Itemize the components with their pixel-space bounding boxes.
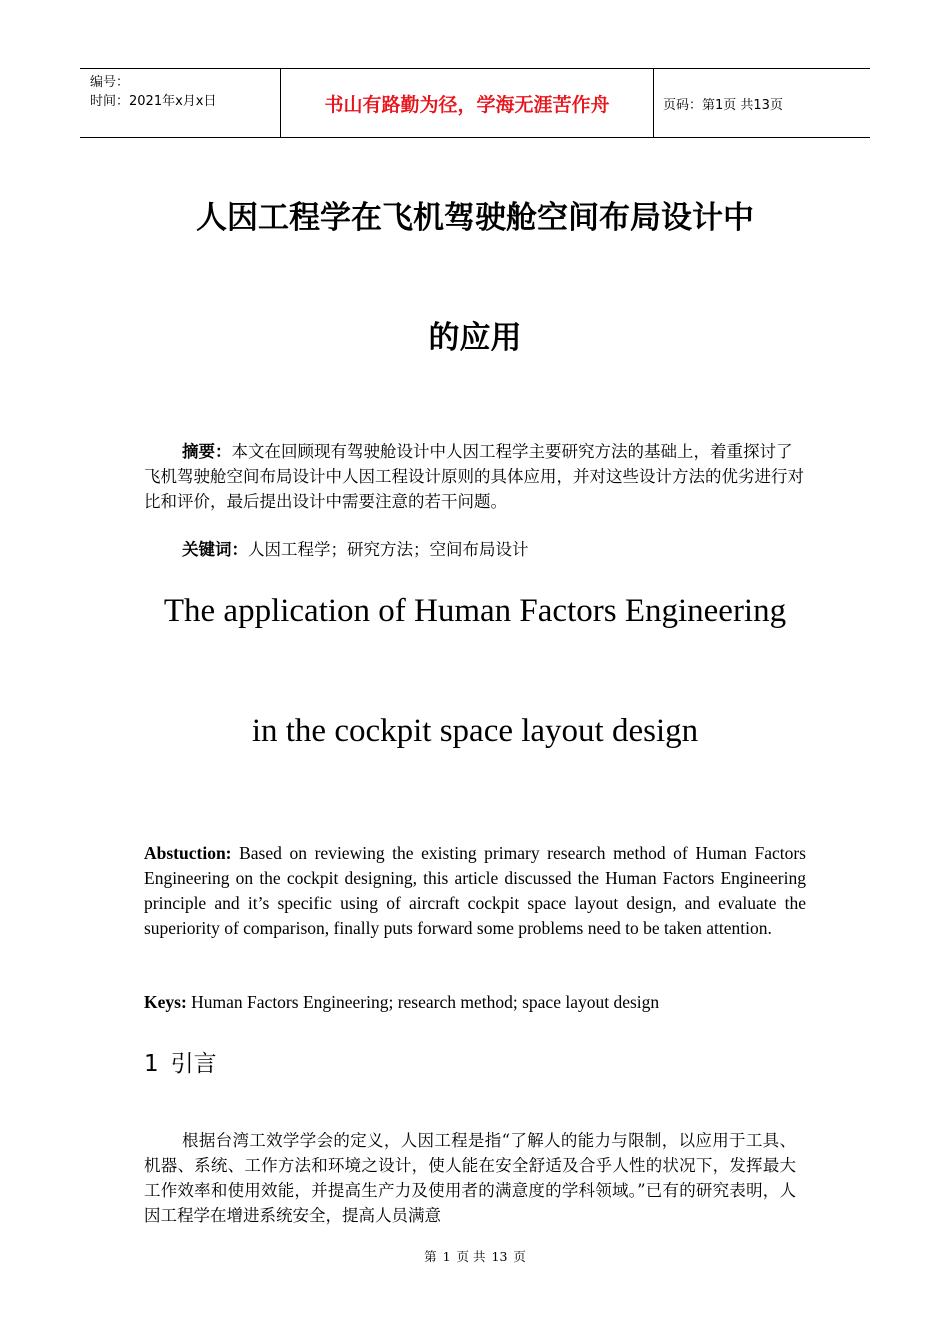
footer-page-number: 1: [442, 1249, 451, 1264]
english-title-line1: The application of Human Factors Engineering: [163, 593, 787, 629]
chinese-abstract: [144, 439, 806, 514]
document-time-label: 时间：2021年x月x日: [90, 94, 217, 109]
chinese-keywords-text: 人因工程学；研究方法；空间布局设计: [248, 540, 529, 559]
header-table: [80, 68, 870, 138]
english-abstract-label: Abstuction:: [144, 843, 232, 863]
header-meta-cell: [80, 69, 281, 137]
chinese-abstract-text: 本文在回顾现有驾驶舱设计中人因工程学主要研究方法的基础上，着重探讨了飞机驾驶舱空间布局设计中人因工程设计原则的具体应用，并对这些设计方法的优劣进行对比和评价，最后提出设计中需要注意的若干问题。: [144, 442, 804, 511]
section-title: 引言: [170, 1051, 217, 1077]
footer-prefix: 第: [424, 1249, 437, 1264]
chinese-title-line2: 的应用: [428, 320, 522, 356]
page-footer: [0, 1247, 950, 1265]
section-heading-intro: [144, 1045, 217, 1078]
chinese-abstract-label: 摘要：: [182, 442, 232, 461]
footer-total-pages: 13: [491, 1249, 508, 1264]
footer-suffix: 页: [513, 1249, 526, 1264]
section-number: 1: [144, 1051, 159, 1077]
english-keywords-text: Human Factors Engineering; research method; space layout design: [186, 992, 660, 1012]
header-motto: 书山有路勤为径，学海无涯苦作舟: [281, 69, 654, 137]
english-abstract: [144, 841, 806, 941]
document-number-label: 编号：: [90, 75, 130, 90]
chinese-keywords: [144, 537, 844, 562]
chinese-title-line1: 人因工程学在飞机驾驶舱空间布局设计中: [196, 200, 754, 236]
chinese-keywords-label: 关键词：: [182, 540, 248, 559]
body-paragraph: 根据台湾工效学学会的定义，人因工程是指“了解人的能力与限制，以应用于工具、机器、系统、工作方法和环境之设计，使人能在安全舒适及合乎人性的状况下，发挥最大工作效率和使用效能，并提高生产力及使用者的满意度的学科领域。”已有的研究表明，人因工程学在增进系统安全，提高人员满意: [144, 1131, 796, 1225]
footer-middle: 页 共: [456, 1249, 486, 1264]
header-page-info: 页码：第1页 共13页: [663, 97, 783, 113]
english-abstract-text: Based on reviewing the existing primary research method of Human Factors Engineering on the cockpit designing, this article discussed the Human Factors Engineering principle and it’s specific using of aircraft cockpit space layout design, and evaluate the superiority of comparison, finally puts forward some problems need to be taken attention.: [144, 843, 806, 938]
english-keywords: [144, 990, 806, 1015]
english-title-line2: in the cockpit space layout design: [251, 713, 699, 749]
english-keywords-label: Keys:: [144, 992, 187, 1012]
